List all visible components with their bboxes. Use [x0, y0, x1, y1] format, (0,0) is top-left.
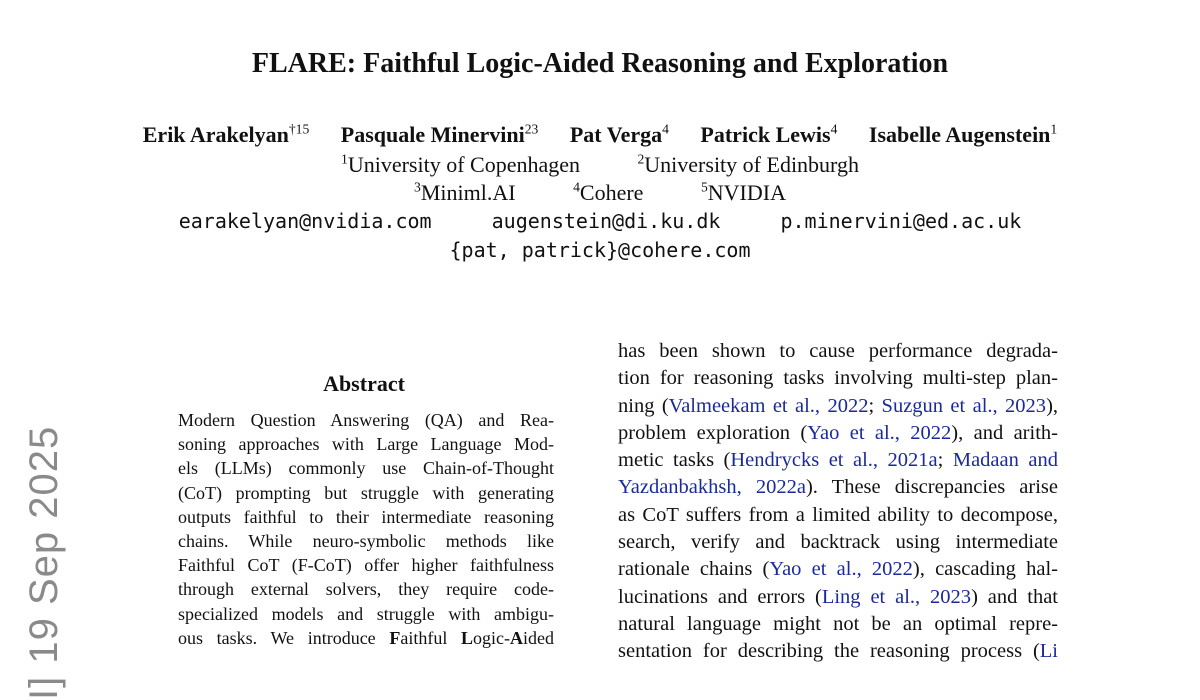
author: Erik Arakelyan$^{\dagger 15}$ — [142, 121, 310, 147]
abstract-line: Modern Question Answering (QA) and Rea- — [178, 410, 554, 430]
author: Patrick Lewis$^4$ — [700, 121, 838, 147]
affiliations-row-2 — [0, 179, 1200, 207]
abstract-line: outputs faithful to their intermediate reasoning — [178, 506, 554, 527]
body-line: has been shown to cause performance degrada- — [618, 340, 1058, 362]
arxiv-side-stamp: I] 19 Sep 2025 — [22, 425, 66, 700]
body-line: Yazdanbakhsh, 2022a). These discrepancies arise — [618, 476, 1058, 499]
body-line: rationale chains (Yao et al., 2022), cascading hal- — [618, 558, 1058, 581]
abstract-line: specialized models and struggle with ambigu- — [178, 603, 554, 624]
email-address: {pat, patrick}@cohere.com — [449, 238, 751, 262]
body-line: tion for reasoning tasks involving multi-step plan- — [618, 367, 1058, 390]
abstract-body — [178, 408, 554, 650]
affiliation: $^1$University of Copenhagen — [341, 151, 580, 177]
paper-title: FLARE: Faithful Logic-Aided Reasoning and Exploration — [251, 48, 949, 79]
abstract-line: soning approaches with Large Language Mod- — [178, 434, 554, 455]
abstract-line: els (LLMs) commonly use Chain-of-Thought — [178, 458, 554, 479]
abstract-line: ous tasks. We introduce Faithful Logic-Aided — [178, 627, 554, 648]
affiliation: $^5$NVIDIA — [700, 179, 786, 205]
citation-link[interactable]: Li — [1039, 640, 1058, 663]
email-address: earakelyan@nvidia.com — [178, 209, 432, 233]
citation-link[interactable]: Hendrycks et al., 2021a — [730, 449, 938, 472]
abstract-line: Faithful CoT (F-CoT) offer higher faithfulness — [178, 555, 554, 576]
body-line: as CoT suffers from a limited ability to decompose, — [618, 503, 1058, 526]
affiliation: $^4$Cohere — [573, 179, 644, 205]
citation-link[interactable]: Ling et al., 2023 — [821, 585, 972, 608]
citation-link[interactable]: Yazdanbakhsh, 2022a — [618, 476, 806, 499]
body-line: problem exploration (Yao et al., 2022), and arith- — [618, 421, 1058, 444]
body-line: sentation for describing the reasoning process (Li — [618, 640, 1058, 663]
email-row-1 — [0, 207, 1200, 235]
affiliations-row-1 — [0, 151, 1200, 179]
author-list — [0, 121, 1200, 149]
email-address: p.minervini@ed.ac.uk — [780, 209, 1022, 233]
citation-link[interactable]: Suzgun et al., 2023 — [881, 394, 1047, 417]
author: Pasquale Minervini$^{23}$ — [340, 121, 539, 147]
citation-link[interactable]: Madaan and — [952, 449, 1058, 472]
affiliation: $^3$Miniml.AI — [414, 179, 516, 205]
abstract-line: through external solvers, they require code- — [178, 579, 554, 600]
abstract-line: chains. While neuro-symbolic methods like — [178, 531, 554, 552]
email-row-2 — [0, 236, 1200, 264]
citation-link[interactable]: Valmeekam et al., 2022 — [668, 394, 869, 417]
intro-column — [618, 338, 1058, 666]
body-line: search, verify and backtrack using intermediate — [618, 531, 1058, 554]
author: Pat Verga$^4$ — [569, 121, 669, 147]
email-address: augenstein@di.ku.dk — [491, 209, 721, 233]
author: Isabelle Augenstein$^1$ — [868, 121, 1058, 147]
abstract-line: (CoT) prompting but struggle with generating — [178, 482, 554, 503]
body-line: natural language might not be an optimal repre- — [618, 612, 1058, 635]
body-line: lucinations and errors (Ling et al., 2023) and that — [618, 585, 1058, 608]
body-line: metic tasks (Hendrycks et al., 2021a; Madaan and — [618, 449, 1058, 472]
affiliation: $^2$University of Edinburgh — [637, 151, 859, 177]
citation-link[interactable]: Yao et al., 2022 — [769, 558, 913, 581]
citation-link[interactable]: Yao et al., 2022 — [807, 421, 952, 444]
body-line: ning (Valmeekam et al., 2022; Suzgun et al., 2023), — [618, 394, 1059, 417]
abstract-heading: Abstract — [323, 371, 405, 396]
